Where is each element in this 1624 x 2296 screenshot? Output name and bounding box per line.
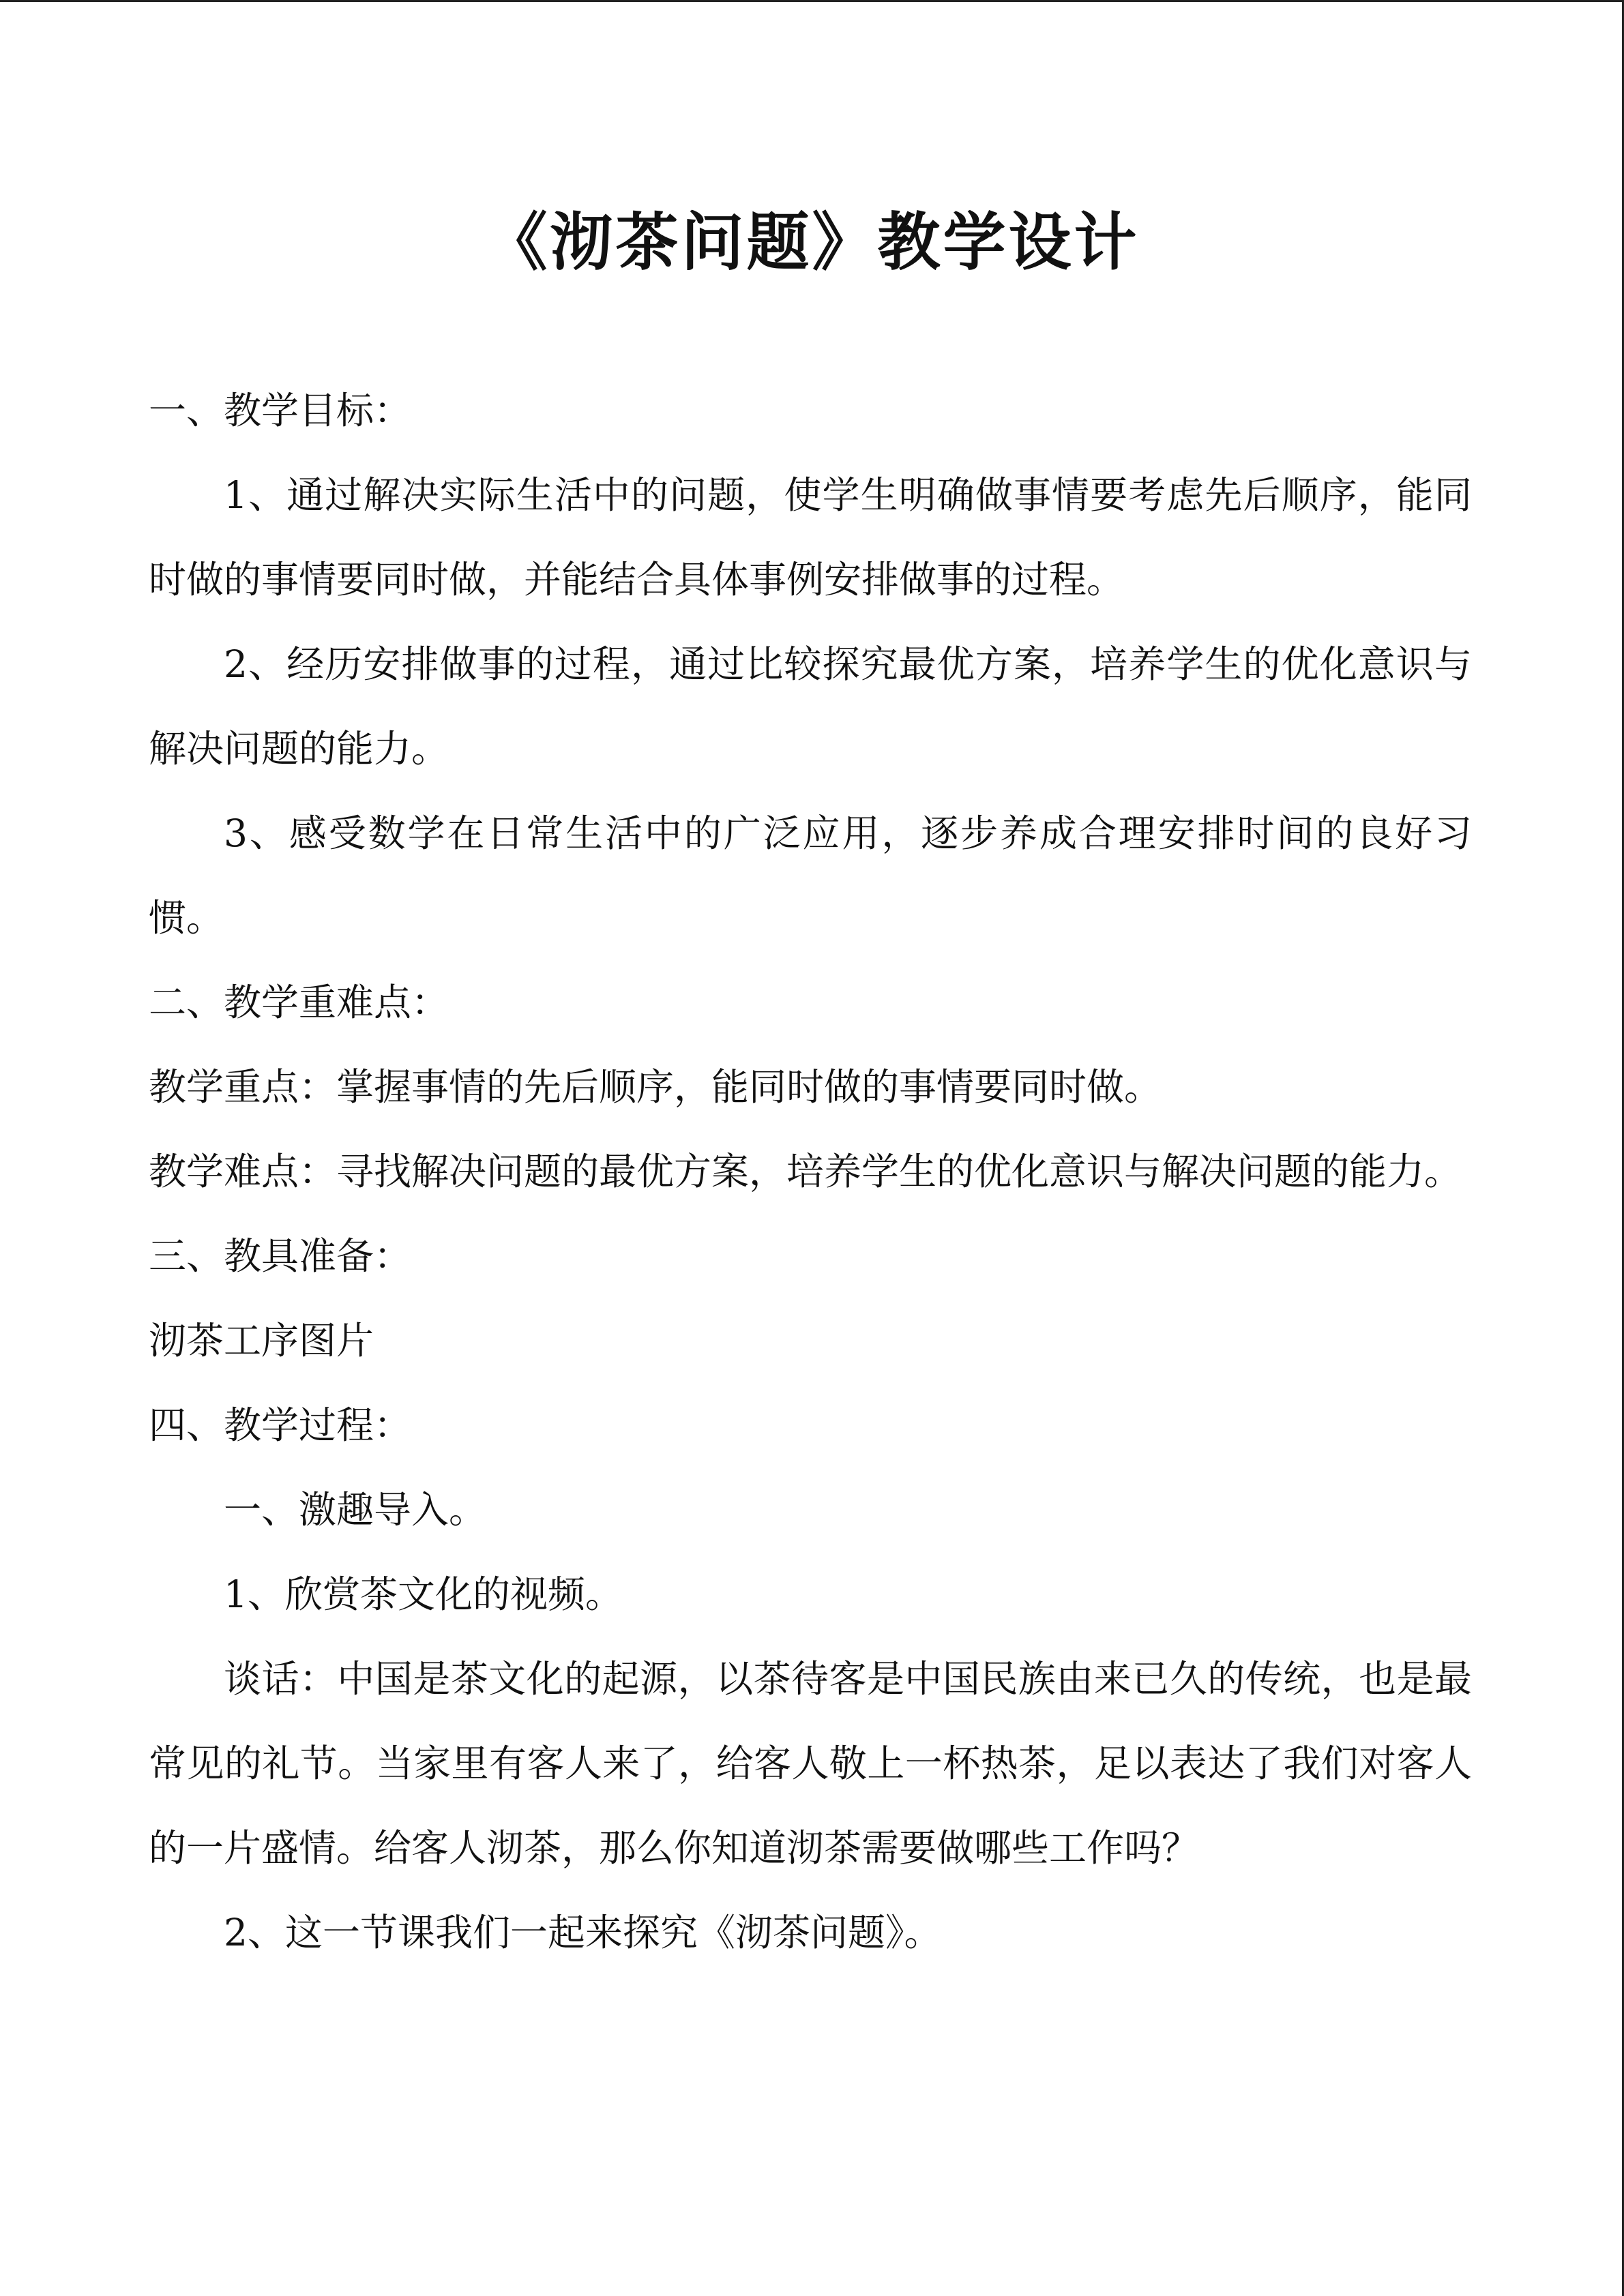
objective-3: 3、感受数学在日常生活中的广泛应用，逐步养成合理安排时间的良好习惯。 — [149, 811, 1472, 940]
objective-1: 1、通过解决实际生活中的问题，使学生明确做事情要考虑先后顺序，能同时做的事情要同时做，并能结合具体事例安排做事的过程。 — [149, 473, 1472, 601]
step-1-talk: 谈话：中国是茶文化的起源，以茶待客是中国民族由来已久的传统，也是最常见的礼节。当家里有客人来了，给客人敬上一杯热茶，足以表达了我们对客人的一片盛情。给客人沏茶，那么你知道沏茶需要做哪些工作吗？ — [149, 1657, 1472, 1870]
process-heading: 四、教学过程： — [149, 1403, 412, 1447]
step-1-item-2: 2、这一节课我们一起来探究《沏茶问题》。 — [224, 1911, 942, 1954]
objectives-heading: 一、教学目标： — [149, 389, 412, 432]
document-body — [149, 368, 1472, 1975]
objective-2: 2、经历安排做事的过程，通过比较探究最优方案，培养学生的优化意识与解决问题的能力。 — [149, 642, 1472, 771]
materials-heading: 三、教具准备： — [149, 1234, 412, 1278]
difficult-point: 教学难点：寻找解决问题的最优方案，培养学生的优化意识与解决问题的能力。 — [149, 1150, 1462, 1193]
step-1-item-1: 1、欣赏茶文化的视频。 — [224, 1572, 623, 1616]
key-point: 教学重点：掌握事情的先后顺序，能同时做的事情要同时做。 — [149, 1065, 1162, 1109]
step-1-heading: 一、激趣导入。 — [224, 1488, 487, 1532]
key-points-heading: 二、教学重难点： — [149, 981, 449, 1024]
materials: 沏茶工序图片 — [149, 1319, 374, 1362]
document-title: 《沏茶问题》教学设计 — [484, 205, 1140, 279]
page-border-top — [0, 0, 1624, 2]
